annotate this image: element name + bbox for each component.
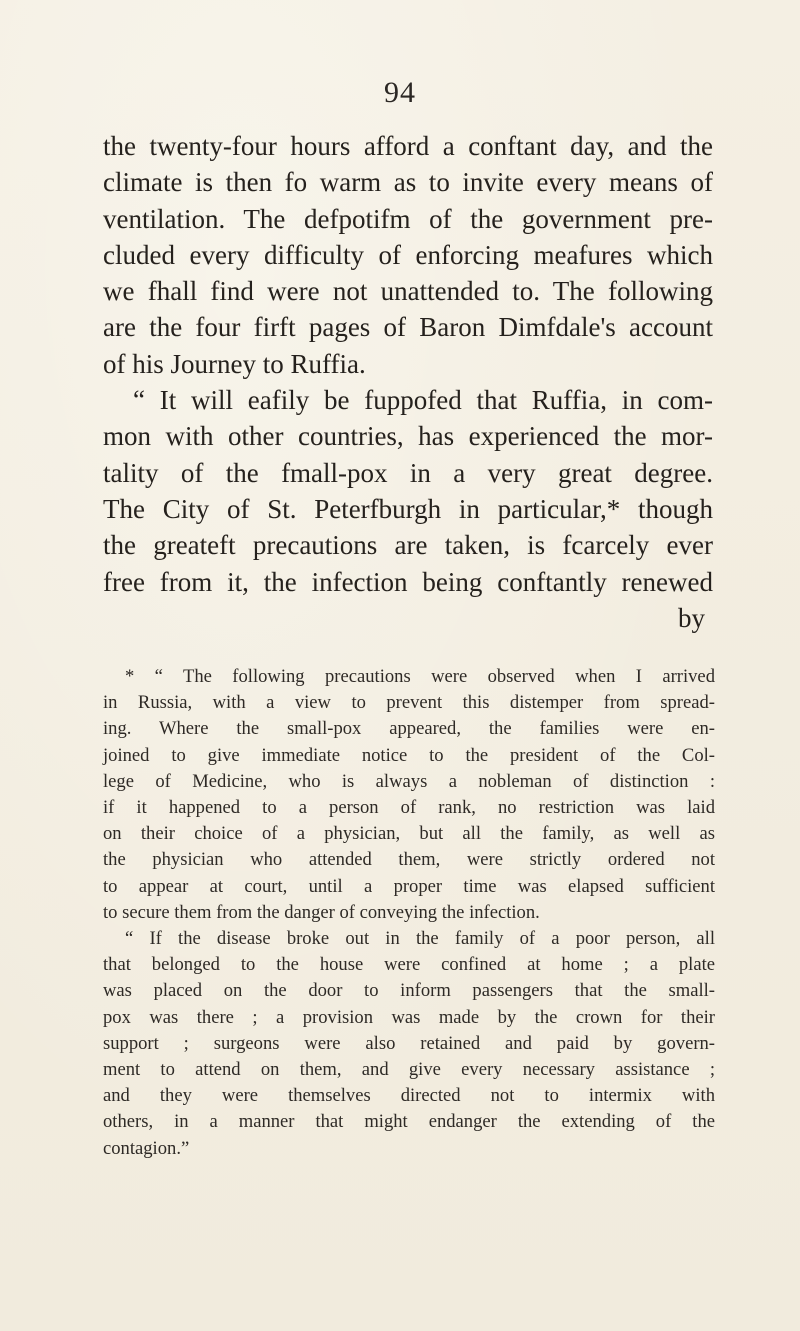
- body-line: free from it, the infection being conftantly renewed: [103, 566, 713, 597]
- footnote-line: joined to give immediate notice to the president of the Col-: [103, 744, 715, 766]
- footnote-line: support ; surgeons were also retained and paid by govern-: [103, 1032, 715, 1054]
- footnote-line: to secure them from the danger of conveying the infection.: [103, 901, 540, 923]
- body-line: are the four firft pages of Baron Dimfdale's account: [103, 312, 713, 343]
- body-line: climate is then fo warm as to invite every means of: [103, 167, 713, 198]
- body-line: ventilation. The defpotifm of the government pre-: [103, 203, 713, 234]
- footnote-line: to appear at court, until a proper time was elapsed sufficient: [103, 875, 715, 897]
- catchword: by: [678, 602, 705, 633]
- footnote-line: that belonged to the house were confined at home ; a plate: [103, 954, 715, 976]
- footnote-line: pox was there ; a provision was made by the crown for their: [103, 1006, 715, 1028]
- body-line: tality of the fmall-pox in a very great degree.: [103, 457, 713, 488]
- footnote-line: others, in a manner that might endanger the extending of the: [103, 1111, 715, 1133]
- body-line: cluded every difficulty of enforcing meafures which: [103, 239, 713, 270]
- footnote-line: was placed on the door to inform passengers that the small-: [103, 980, 715, 1002]
- body-line: we fhall find were not unattended to. The following: [103, 276, 713, 307]
- footnote-line: contagion.”: [103, 1137, 190, 1159]
- page-number: 94: [384, 76, 416, 109]
- body-line: the twenty-four hours afford a conftant day, and the: [103, 131, 713, 161]
- footnote-line: in Russia, with a view to prevent this distemper from spread-: [103, 692, 715, 714]
- footnote-line: on their choice of a physician, but all the family, as well as: [103, 823, 715, 845]
- body-line: The City of St. Peterfburgh in particular,* though: [103, 493, 713, 524]
- footnote-line: ing. Where the small-pox appeared, the families were en-: [103, 718, 715, 740]
- footnote-line: and they were themselves directed not to intermix with: [103, 1085, 715, 1107]
- footnote-line: * “ The following precautions were observed when I arrived: [125, 666, 715, 687]
- body-line: the greateft precautions are taken, is fcarcely ever: [103, 530, 713, 561]
- footnote-line: the physician who attended them, were strictly ordered not: [103, 849, 715, 871]
- body-line: “ It will eafily be fuppofed that Ruffia, in com-: [133, 385, 713, 416]
- body-line: mon with other countries, has experienced the mor-: [103, 421, 713, 452]
- footnote-line: if it happened to a person of rank, no restriction was laid: [103, 797, 715, 819]
- main-text: [103, 128, 713, 636]
- body-line: of his Journey to Ruffia.: [103, 348, 366, 379]
- footnote-line: lege of Medicine, who is always a nobleman of distinction :: [103, 770, 715, 792]
- footnote: [103, 664, 715, 1162]
- footnote-line: ment to attend on them, and give every necessary assistance ;: [103, 1059, 715, 1081]
- footnote-line: “ If the disease broke out in the family of a poor person, all: [125, 928, 715, 950]
